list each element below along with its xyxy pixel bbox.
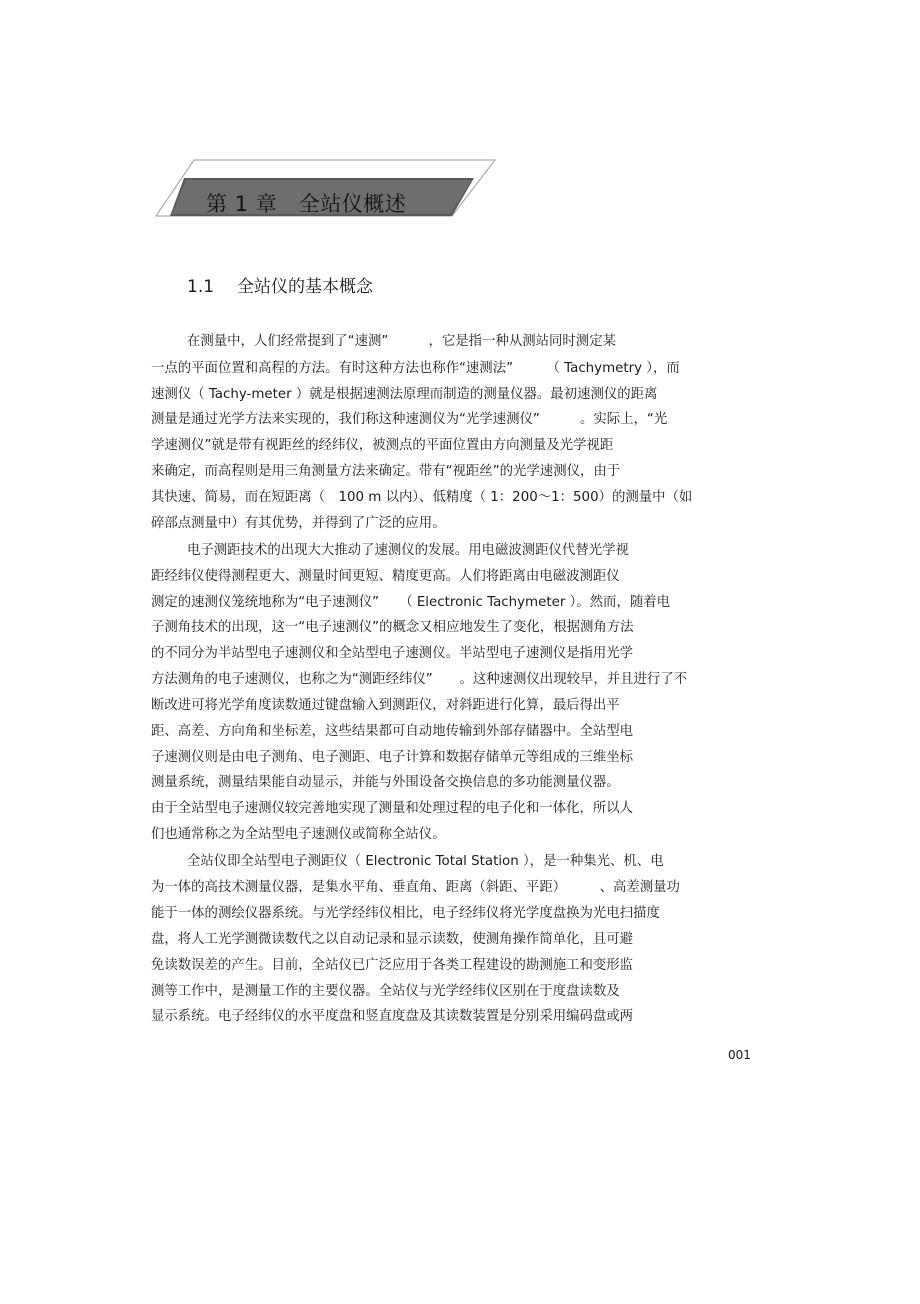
text-line: 测等工作中，是测量工作的主要仪器。全站仪与光学经纬仪区别在于度盘读数及	[151, 984, 620, 999]
text-line: 其快速、简易，而在短距离（ 100 m 以内）、低精度（ 1：200～1：500）的测量中（如	[151, 490, 693, 505]
text-line: 由于全站型电子速测仪较完善地实现了测量和处理过程的电子化和一体化，所以人	[151, 801, 634, 816]
text-line: 的不同分为半站型电子速测仪和全站型电子速测仪。半站型电子速测仪是指用光学	[151, 646, 634, 661]
text-line: 距经纬仪使得测程更大、测量时间更短、精度更高。人们将距离由电磁波测距仪	[151, 569, 620, 584]
text-line: 断改进可将光学角度读数通过键盘输入到测距仪，对斜距进行化算，最后得出平	[151, 698, 620, 713]
section-number: 1.1	[187, 277, 215, 297]
text-line: 测定的速测仪笼统地称为“电子速测仪” （ Electronic Tachymeter ）。然而，随着电	[151, 595, 671, 610]
text-line: 子速测仪则是由电子测角、电子测距、电子计算和数据存储单元等组成的三维坐标	[151, 750, 634, 765]
text-line: 来确定，而高程则是用三角测量方法来确定。带有“视距丝”的光学速测仪，由于	[151, 464, 621, 479]
text-line: 免读数误差的产生。目前，全站仪已广泛应用于各类工程建设的勘测施工和变形监	[151, 958, 634, 973]
text-line: 们也通常称之为全站型电子速测仪或简称全站仪。	[151, 827, 446, 842]
text-line: 一点的平面位置和高程的方法。有时这种方法也称作“速测法” （ Tachymetry ），而	[151, 361, 680, 376]
text-line: 学速测仪”就是带有视距丝的经纬仪，被测点的平面位置由方向测量及光学视距	[151, 438, 614, 453]
text-line: 全站仪即全站型电子测距仪（ Electronic Total Station ），是一种集光、机、电	[187, 854, 664, 869]
text-line: 能于一体的测绘仪器系统。与光学经纬仪相比，电子经纬仪将光学度盘换为光电扫描度	[151, 906, 660, 921]
section-heading	[187, 272, 373, 297]
chapter-title: 第 1 章 全站仪概述	[206, 192, 407, 216]
section-title: 全站仪的基本概念	[237, 277, 373, 297]
text-line: 方法测角的电子速测仪，也称之为“测距经纬仪” 。这种速测仪出现较早，并且进行了不	[151, 672, 688, 687]
text-line: 电子测距技术的出现大大推动了速测仪的发展。用电磁波测距仪代替光学视	[187, 543, 629, 558]
text-line: 显示系统。电子经纬仪的水平度盘和竖直度盘及其读数装置是分别采用编码盘或两	[151, 1009, 634, 1024]
text-line: 为一体的高技术测量仪器，是集水平角、垂直角、距离（斜距、平距） 、高差测量功	[151, 880, 680, 895]
page-number: 001	[728, 1048, 751, 1062]
text-line: 盘，将人工光学测微读数代之以自动记录和显示读数，使测角操作简单化，且可避	[151, 932, 634, 947]
text-line: 测量是通过光学方法来实现的，我们称这种速测仪为“光学速测仪” 。实际上，“光	[151, 412, 668, 427]
chapter-banner	[150, 158, 500, 220]
text-line: 碎部点测量中）有其优势，并得到了广泛的应用。	[151, 516, 446, 531]
text-line: 速测仪（ Tachy-meter ）就是根据速测法原理而制造的测量仪器。最初速测仪的距离	[151, 387, 658, 402]
text-line: 在测量中，人们经常提到了“速测” ，它是指一种从测站同时测定某	[187, 334, 616, 349]
text-line: 距、高差、方向角和坐标差，这些结果都可自动地传输到外部存储器中。全站型电	[151, 724, 634, 739]
text-line: 子测角技术的出现，这一“电子速测仪”的概念又相应地发生了变化，根据测角方法	[151, 620, 634, 635]
text-line: 测量系统，测量结果能自动显示，并能与外围设备交换信息的多功能测量仪器。	[151, 775, 620, 790]
